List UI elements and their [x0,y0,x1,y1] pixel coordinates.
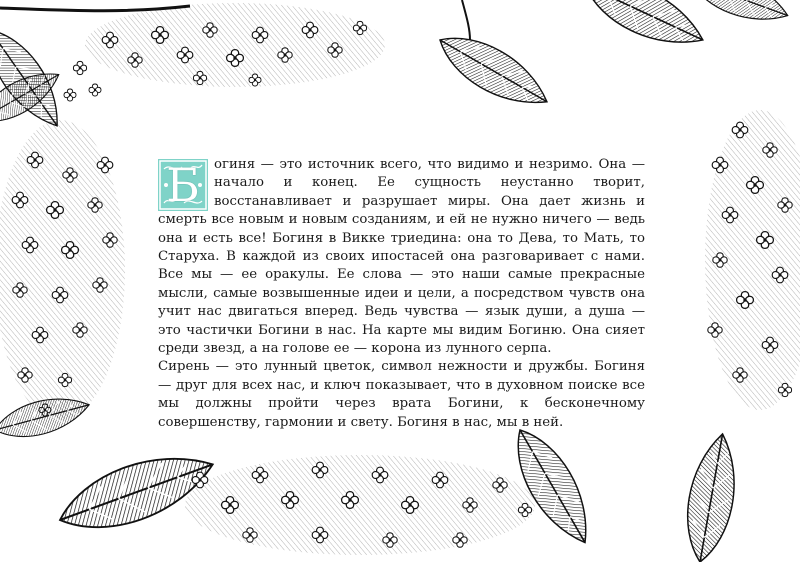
leaf-icon [501,419,744,562]
paragraph-1: огиня — это источник всего, что видимо и незримо. Она — начало и конец. Ее сущность неустанно творит, восстанавливает и разрушает миры. Она дает жизнь и смерть все новым и новым созданиям, и ей не нужно ничего — ведь она и есть все! Богиня в Викке триедина: она то Дева, то Мать, то Старуха. В каждой из своих ипостасей она разговаривает с нами. Все мы — ее оракулы. Ее слова — это наши самые прекрасные мысли, самые возвышенные идеи и цели, а посредством чувств она учит нас двигаться вперед. Ведь чувства — язык души, а душа — это частички Богини в нас. На карте мы видим Богиню. Она сияет среди звезд, а на голове ее — корона из лунного серпа. [158,157,645,357]
leaf-icon [430,0,794,120]
dropcap [158,159,208,211]
lilac-cluster-icon [185,455,535,555]
lilac-cluster-icon [705,110,800,410]
lilac-cluster-icon [0,120,125,420]
body-text [158,156,645,432]
lilac-cluster-icon [64,3,385,101]
paragraph-2: Сирень — это лунный цветок, символ нежности и дружбы. Богиня — друг для всех нас, и ключ показывает, что в духовном поиске все мы должны пройти через врата Богини, к бесконечному совершенству, гармонии и свету. Богиня в нас, мы в ней. [158,359,645,430]
dropcap-letter: Б [166,159,200,211]
